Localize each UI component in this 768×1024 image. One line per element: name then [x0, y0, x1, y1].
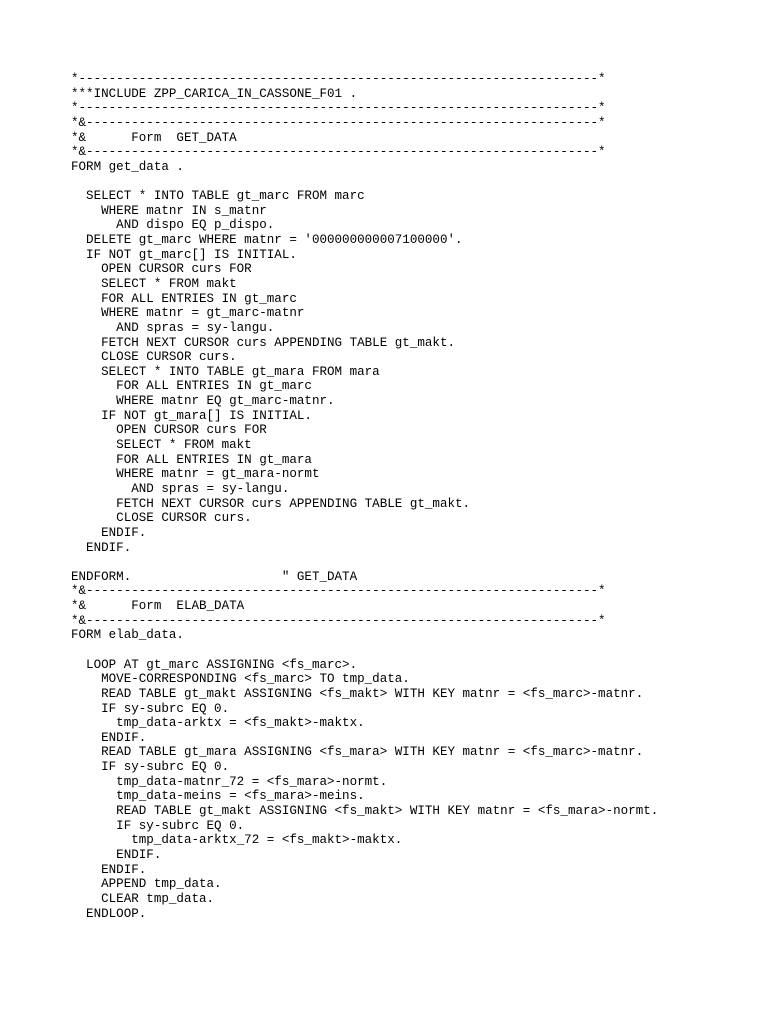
code-line: ENDIF.	[71, 730, 147, 745]
code-line: AND dispo EQ p_dispo.	[71, 218, 275, 233]
code-line: *& Form GET_DATA	[71, 130, 237, 145]
code-line: ENDIF.	[71, 862, 147, 877]
code-line: IF sy-subrc EQ 0.	[71, 818, 245, 833]
code-line: WHERE matnr = gt_mara-normt	[71, 467, 320, 482]
code-line: ENDIF.	[71, 540, 132, 555]
code-line: FETCH NEXT CURSOR curs APPENDING TABLE gt_makt.	[71, 335, 455, 350]
code-line: ENDIF.	[71, 847, 162, 862]
code-line: ENDIF.	[71, 525, 147, 540]
code-line: OPEN CURSOR curs FOR	[71, 262, 252, 277]
code-line: *&--------------------------------------------------------------------*	[71, 613, 606, 628]
code-line: SELECT * FROM makt	[71, 438, 252, 453]
code-line: FOR ALL ENTRIES IN gt_mara	[71, 452, 312, 467]
code-line: LOOP AT gt_marc ASSIGNING <fs_marc>.	[71, 657, 358, 672]
code-line: AND spras = sy-langu.	[71, 320, 275, 335]
code-line: CLOSE CURSOR curs.	[71, 511, 252, 526]
code-line: IF sy-subrc EQ 0.	[71, 760, 230, 775]
code-line: FORM get_data .	[71, 159, 184, 174]
code-line: *---------------------------------------------------------------------*	[71, 101, 606, 116]
code-line: SELECT * INTO TABLE gt_marc FROM marc	[71, 189, 365, 204]
code-line: IF NOT gt_marc[] IS INITIAL.	[71, 247, 297, 262]
code-line: FETCH NEXT CURSOR curs APPENDING TABLE gt_makt.	[71, 496, 471, 511]
code-line: WHERE matnr EQ gt_marc-matnr.	[71, 394, 335, 409]
code-line: FOR ALL ENTRIES IN gt_marc	[71, 379, 312, 394]
code-line: *&--------------------------------------------------------------------*	[71, 145, 606, 160]
code-line: SELECT * FROM makt	[71, 276, 237, 291]
code-line: CLEAR tmp_data.	[71, 891, 215, 906]
code-line: WHERE matnr IN s_matnr	[71, 203, 267, 218]
code-line: tmp_data-meins = <fs_mara>-meins.	[71, 789, 365, 804]
code-line: *& Form ELAB_DATA	[71, 599, 245, 614]
code-line: ENDFORM. " GET_DATA	[71, 569, 358, 584]
code-line: *---------------------------------------------------------------------*	[71, 72, 606, 86]
code-line: FOR ALL ENTRIES IN gt_marc	[71, 291, 297, 306]
code-line: WHERE matnr = gt_marc-matnr	[71, 306, 305, 321]
abap-code-listing	[71, 72, 658, 921]
code-line: tmp_data-arktx = <fs_makt>-maktx.	[71, 716, 365, 731]
code-line: CLOSE CURSOR curs.	[71, 350, 237, 365]
code-line: DELETE gt_marc WHERE matnr = '000000000007100000'.	[71, 233, 463, 248]
code-line: tmp_data-arktx_72 = <fs_makt>-maktx.	[71, 833, 403, 848]
code-line: IF sy-subrc EQ 0.	[71, 701, 230, 716]
code-line: OPEN CURSOR curs FOR	[71, 423, 267, 438]
code-line: ***INCLUDE ZPP_CARICA_IN_CASSONE_F01 .	[71, 86, 358, 101]
code-line: SELECT * INTO TABLE gt_mara FROM mara	[71, 364, 380, 379]
code-line: MOVE-CORRESPONDING <fs_marc> TO tmp_data.	[71, 672, 410, 687]
code-line: AND spras = sy-langu.	[71, 481, 290, 496]
code-line: READ TABLE gt_mara ASSIGNING <fs_mara> WITH KEY matnr = <fs_marc>-matnr.	[71, 745, 644, 760]
code-line	[71, 643, 658, 658]
code-line: *&--------------------------------------------------------------------*	[71, 584, 606, 599]
code-line: READ TABLE gt_makt ASSIGNING <fs_makt> WITH KEY matnr = <fs_marc>-matnr.	[71, 686, 644, 701]
code-line: *&--------------------------------------------------------------------*	[71, 115, 606, 130]
code-line: APPEND tmp_data.	[71, 877, 222, 892]
code-line	[71, 174, 658, 189]
code-line: FORM elab_data.	[71, 628, 184, 643]
code-line: READ TABLE gt_makt ASSIGNING <fs_makt> WITH KEY matnr = <fs_mara>-normt.	[71, 804, 659, 819]
code-line	[71, 555, 658, 570]
code-line: ENDLOOP.	[71, 906, 147, 921]
code-line: IF NOT gt_mara[] IS INITIAL.	[71, 408, 312, 423]
code-line: tmp_data-matnr_72 = <fs_mara>-normt.	[71, 774, 388, 789]
